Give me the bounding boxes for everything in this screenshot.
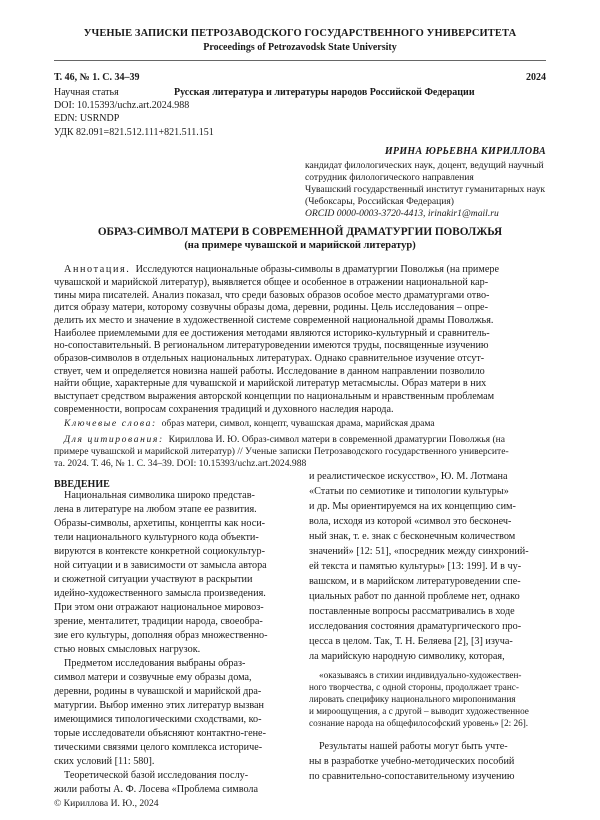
journal-name-en: Proceedings of Petrozavodsk State University — [203, 42, 397, 53]
author-affiliation-line: сотрудник филологического направления — [305, 172, 474, 183]
body-line: ей текста и памятью культуры» [13: 199]. И в чу- — [309, 561, 522, 572]
author-orcid-email[interactable]: ORCID 0000-0003-3720-4413, irinakir1@mail.ru — [305, 208, 499, 219]
article-title: ОБРАЗ-СИМВОЛ МАТЕРИ В СОВРЕМЕННОЙ ДРАМАТУРГИИ ПОВОЛЖЬЯ — [97, 226, 503, 238]
abstract-line: дится образу матери, которому созвучны образы дома, деревни, родины. Цель исследования – опре- — [54, 302, 488, 313]
body-line: вашском, и в марийском литературоведении спе- — [309, 576, 521, 587]
abstract-line: ствует, чем и определяется новизна нашей работы. Исследование в данном направлении позволило — [54, 366, 485, 377]
body-line: торые исследователи объясняют контактно-гене- — [54, 728, 266, 739]
keywords-label: Ключевые слова: — [64, 418, 157, 429]
body-line: ны в разработке учебно-методических пособий — [309, 756, 515, 767]
abstract-text: Исследуются национальные образы-символы в драматургии Поволжья (на примере — [135, 264, 499, 275]
body-line: зрение, менталитет, традиции народа, своеобра- — [54, 616, 263, 627]
journal-section: Русская литература и литературы народов Российской Федерации — [174, 87, 475, 98]
body-line: Предметом исследования выбраны образ- — [64, 658, 246, 669]
body-line: стью новых смысловых нагрузок. — [54, 644, 201, 655]
journal-name: УЧЕНЫЕ ЗАПИСКИ ПЕТРОЗАВОДСКОГО ГОСУДАРСТВЕННОГО УНИВЕРСИТЕТА — [83, 28, 517, 39]
abstract-line: чувашской и марийской литератур), выявляется общее и особенное в отражении национальной кар- — [54, 277, 489, 288]
udk: УДК 82.091=821.512.111+821.511.151 — [54, 127, 214, 138]
body-line: и сюжетной ситуации участвуют в раскрытии — [54, 574, 253, 585]
body-line: ла марийскую народную символику, которая, — [309, 651, 505, 662]
author-name: ИРИНА ЮРЬЕВНА КИРИЛЛОВА — [384, 146, 546, 157]
citation-text: Кириллова И. Ю. Образ-символ матери в современной драматургии Поволжья (на — [168, 434, 506, 445]
body-line: ный знак, т. е. знак с бесконечным количеством — [309, 531, 516, 542]
year: 2024 — [526, 72, 546, 83]
body-line: лена в литературе на любом этапе ее развития. — [54, 504, 257, 515]
abstract-line: Наиболее приемлемыми для ее достижения методами являются историко-культурный и сравнитель- — [54, 328, 490, 339]
abstract-line: но-сопоставительный. В региональном литературоведении имеются труды, посвященные изучению — [54, 340, 489, 351]
abstract-line-first — [64, 264, 556, 277]
body-line: ной ситуации и в зависимости от замысла автора — [54, 560, 267, 571]
quote-line: и мироощущения, а с другой – выводит художественное — [309, 706, 529, 716]
abstract-label: Аннотация. — [64, 264, 131, 275]
keywords — [64, 418, 556, 431]
abstract-line: современности, вопросам сохранения традиций и духовного наследия народа. — [54, 404, 394, 415]
body-line: вируются в контексте конкретной социокультур- — [54, 546, 266, 557]
abstract-line: найти общие, характерные для чувашской и марийской литератур метасмыслы. Образ матери в них — [54, 378, 487, 389]
body-line: ских условий [11: 580]. — [54, 756, 155, 767]
body-line: цесса в целом. Так, Т. Н. Беляева [2], [3] изуча- — [309, 636, 513, 647]
body-line: символ матери и созвучные ему образы дома, — [54, 672, 252, 683]
body-line: При этом они отражают национальное мировоз- — [54, 602, 264, 613]
author-affiliation-line: (Чебоксары, Российская Федерация) — [305, 196, 455, 207]
quote-line: ного творчества, с одной стороны, продолжает транс- — [309, 682, 519, 692]
abstract-line: образов-символов в отдельных национальных литературах. Однако сравнительное изучение отсут- — [54, 353, 485, 364]
header-rule — [54, 60, 546, 61]
volume-info: Т. 46, № 1. С. 34–39 — [54, 72, 140, 83]
body-line: жили работы А. Ф. Лосева «Проблема символа — [54, 784, 259, 795]
quote-line: лировать специфику национального миропонимания — [309, 694, 516, 704]
author-affiliation-line: кандидат филологических наук, доцент, ведущий научный — [305, 160, 544, 171]
article-subtitle: (на примере чувашской и марийской литератур) — [184, 240, 416, 251]
body-line: вола, исходя из которой «символ это бесконеч- — [309, 516, 512, 527]
body-line: деревни, родины в чувашской и марийской дра- — [54, 686, 262, 697]
copyright: © Кириллова И. Ю., 2024 — [54, 798, 159, 809]
citation-line-first — [64, 434, 556, 447]
body-line: матургии. Выбор именно этих литератур вызван — [54, 700, 264, 711]
citation-line: примере чувашской и марийской литератур) // Ученые записки Петрозаводского государственного университе- — [54, 446, 509, 457]
body-line: исследования состояния драматургического про- — [309, 621, 522, 632]
citation-label: Для цитирования: — [64, 434, 164, 445]
body-line: поставленные вопросы рассматривались в ходе — [309, 606, 515, 617]
body-line: имеющимися типологическими сходствами, ко- — [54, 714, 262, 725]
body-line: значений» [12: 51], «посредник между синхроний- — [309, 546, 529, 557]
body-line: Теоретической базой исследования послу- — [64, 770, 249, 781]
body-line: Результаты нашей работы могут быть учте- — [319, 741, 508, 752]
body-line: зие его культуры, дополняя образ множественно- — [54, 630, 268, 641]
doi[interactable]: DOI: 10.15393/uchz.art.2024.988 — [54, 100, 190, 111]
body-line: тическими связями целого комплекса историче- — [54, 742, 263, 753]
author-affiliation-line: Чувашский государственный институт гуманитарных наук — [305, 184, 546, 195]
body-line: циальных работ по данной проблеме нет, однако — [309, 591, 520, 602]
article-type: Научная статья — [54, 87, 119, 98]
abstract-line: делить их место и значение в художественной системе современной национальной драмы Поволжья. — [54, 315, 494, 326]
body-line: по сравнительно-сопоставительному изучению — [309, 771, 515, 782]
body-line: Образы-символы, архетипы, концепты как носи- — [54, 518, 266, 529]
abstract-line: выступает средством выражения авторской концепции по национальным и нравственным проблемам — [54, 391, 495, 402]
quote-line: сознание народа на общефилософский уровень» [2: 26]. — [309, 718, 529, 728]
body-line: «Статьи по семиотике и типологии культуры» — [309, 486, 509, 497]
citation-line: та. 2024. Т. 46, № 1. С. 34–39. DOI: 10.15393/uchz.art.2024.988 — [54, 458, 307, 469]
keywords-text: образ матери, символ, концепт, чувашская драма, марийская драма — [161, 418, 435, 429]
body-line: Национальная символика широко представ- — [64, 490, 255, 501]
body-line: тели национального культурного кода объекти- — [54, 532, 259, 543]
quote-line: «оказываясь в стихии индивидуально-художествен- — [319, 670, 522, 680]
edn: EDN: USRNDP — [54, 113, 120, 124]
body-line: и реалистическое искусство», Ю. М. Лотмана — [309, 471, 508, 482]
body-line: идейно-художественного замысла произведения. — [54, 588, 266, 599]
section-heading: ВВЕДЕНИЕ — [54, 479, 110, 490]
body-line: и др. Мы ориентируемся на их концепцию сим- — [309, 501, 516, 512]
abstract-line: тины мира писателей. Анализ показал, что среди базовых образов особое место драматургами отво- — [54, 290, 490, 301]
